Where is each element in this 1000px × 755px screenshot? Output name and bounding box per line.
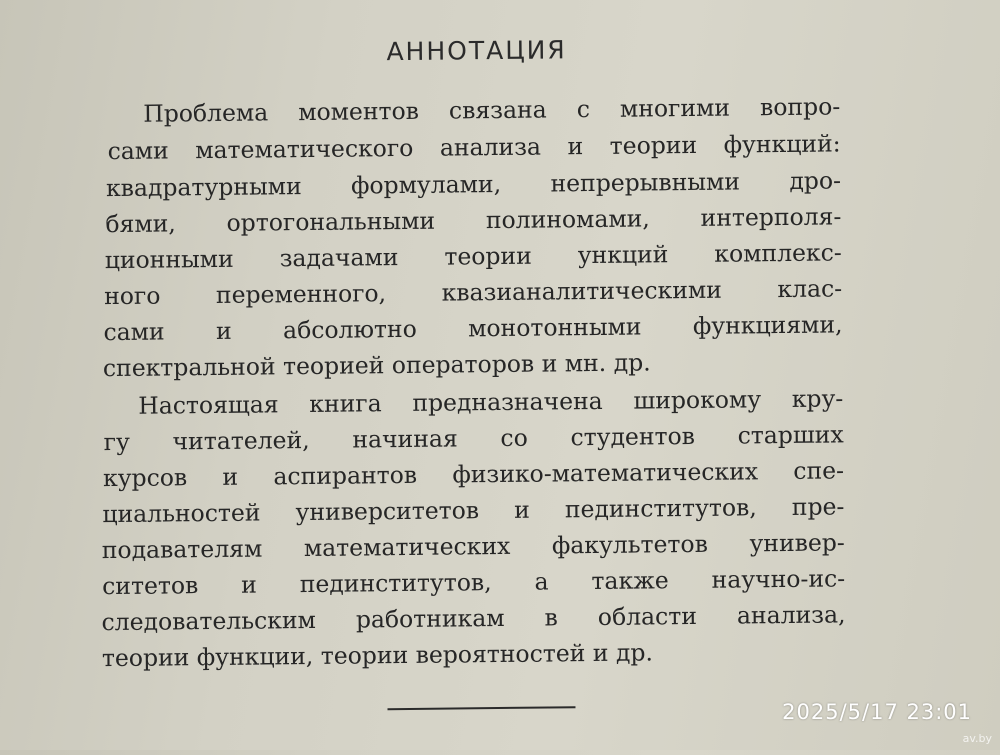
end-rule bbox=[387, 706, 575, 710]
text-line: спектральной теорией операторов и мн. др. bbox=[102, 348, 651, 383]
text-line: курсов и аспирантов физико-математических спе- bbox=[102, 456, 845, 493]
text-line: Настоящая книга предназначена широкому кру- bbox=[138, 384, 844, 420]
text-line: ционными задачами теории ункций комплекс- bbox=[104, 238, 842, 275]
text-line: гу читателей, начиная со студентов старших bbox=[103, 420, 844, 457]
watermark: av.by bbox=[962, 732, 992, 745]
text-line: циальностей университетов и пединститутов, пре- bbox=[102, 492, 845, 529]
text-line: следовательским работникам в области анализа, bbox=[101, 600, 846, 637]
text-line: сами и абсолютно монотонными функциями, bbox=[103, 310, 843, 347]
text-line: сами математического анализа и теории функций: bbox=[107, 129, 841, 166]
text-line: квадратурными формулами, непрерывными дро- bbox=[105, 166, 842, 203]
page-title: АННОТАЦИЯ bbox=[386, 35, 567, 67]
text-line: бями, ортогональными полиномами, интерполя- bbox=[105, 202, 842, 239]
text-line: ного переменного, квазианалитическими клас- bbox=[104, 274, 843, 311]
text-line: ситетов и пединститутов, а также научно-ис- bbox=[102, 564, 846, 601]
text-line: Проблема моментов связана с многими вопро- bbox=[143, 92, 841, 128]
text-line: теории функции, теории вероятностей и др. bbox=[101, 638, 654, 673]
text-line: подавателям математических факультетов универ- bbox=[101, 528, 845, 565]
photo-timestamp: 2025/5/17 23:01 bbox=[782, 700, 972, 724]
